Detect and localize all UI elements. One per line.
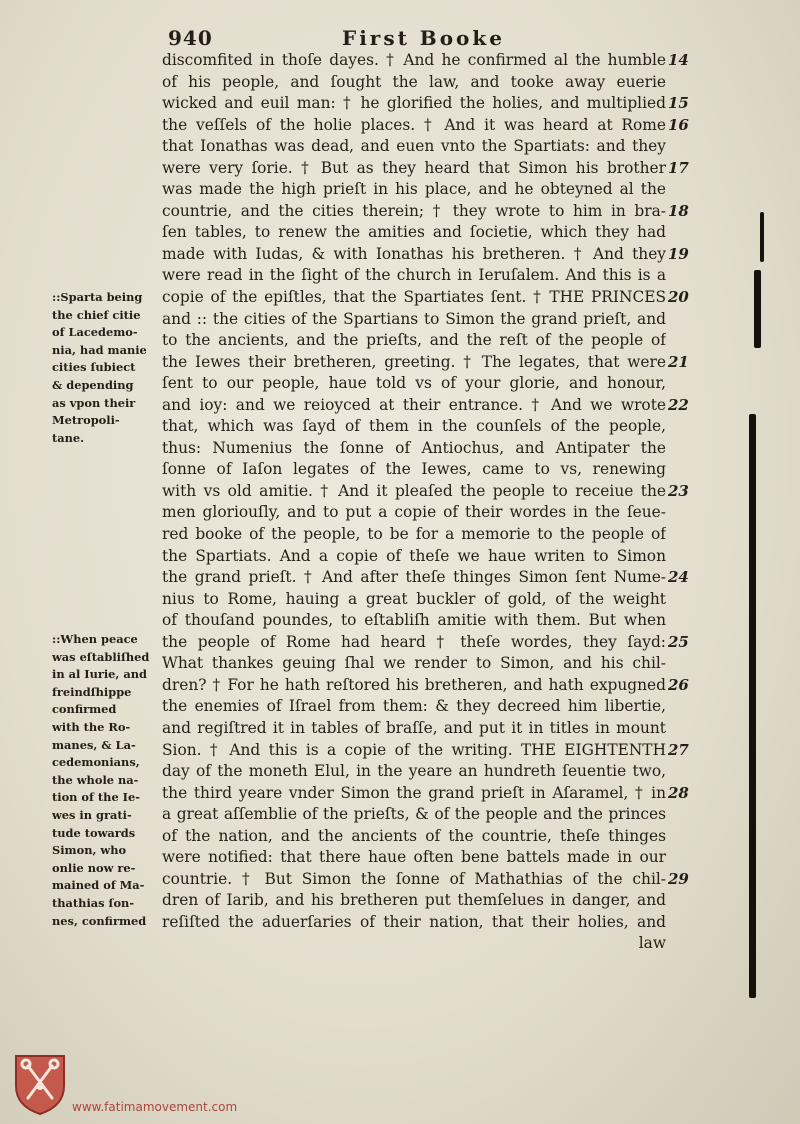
text-line: red booke of the people, to be for a memorie to the people of: [162, 525, 666, 544]
text-line: dren of Iarib, and his bretheren put themſelues in danger, and: [162, 891, 666, 910]
text-line: law: [638, 934, 666, 953]
margin-note-line: was eſtabliſhed: [52, 649, 150, 664]
text-line: and :: the cities of the Spartians to Simon the grand prieſt, and: [162, 309, 666, 328]
verse-number: 27: [668, 740, 689, 759]
text-line: and regiſtred it in tables of braſſe, and put it in titles in mount: [162, 718, 666, 737]
text-line: of the nation, and the ancients of the countrie, theſe thinges: [162, 826, 666, 845]
text-line: reſiſted the aduerſaries of their nation, that their holies, and: [162, 912, 666, 931]
text-line: the Spartiats. And a copie of theſe we haue writen to Simon: [162, 546, 666, 565]
text-line: with vs old amitie. † And it pleaſed the people to receiue the: [162, 481, 666, 500]
margin-note-sparta: [52, 289, 160, 447]
margin-note-line: freindſhippe: [52, 684, 132, 699]
margin-note-line: & depending: [52, 377, 134, 392]
margin-rule-mark: [749, 414, 756, 998]
verse-number: 17: [668, 158, 689, 177]
margin-note-line: nes, confirmed: [52, 913, 147, 928]
watermark-url: www.fatimamovement.com: [72, 1100, 238, 1114]
page-header: [0, 26, 800, 50]
margin-note-line: ::Sparta being: [52, 290, 143, 304]
text-line: that, which was ſayd of them in the counſels of the people,: [162, 417, 666, 436]
margin-rule-mark: [754, 270, 761, 348]
text-line: Sion. † And this is a copie of the writing. THE EIGHTENTH: [162, 740, 666, 759]
margin-note-line: Simon, who: [52, 843, 127, 858]
margin-note-line: cedemonians,: [52, 755, 140, 770]
text-line: countrie. † But Simon the ſonne of Mathathias of the chil-: [162, 869, 666, 888]
verse-number: 25: [668, 632, 689, 651]
margin-note-line: wes in grati-: [52, 807, 132, 822]
papal-keys-shield-icon: [12, 1052, 68, 1116]
text-line: the people of Rome had heard † theſe wordes, they ſayd:: [162, 632, 666, 651]
margin-note-line: manes, & La-: [52, 737, 136, 752]
text-line: was made the high prieſt in his place, and he obteyned al the: [162, 180, 666, 199]
text-line: and ioy: and we reioyced at their entrance. † And we wrote: [162, 395, 666, 414]
text-line: a great aſſemblie of the prieſts, & of the people and the princes: [162, 805, 666, 824]
text-line: the third yeare vnder Simon the grand prieſt in Aſaramel, † in: [162, 783, 666, 802]
text-line: ſonne of Iaſon legates of the Iewes, came to vs, renewing: [162, 460, 666, 479]
text-line: were notified: that there haue often bene battels made in our: [162, 848, 666, 867]
margin-rule-mark: [760, 212, 764, 262]
margin-note-line: in al Iurie, and: [52, 667, 147, 682]
margin-note-line: onlie now re-: [52, 860, 136, 875]
margin-note-line: cities ſubiect: [52, 360, 136, 375]
verse-number: 23: [668, 482, 689, 500]
margin-note-line: of Lacedemo-: [52, 325, 138, 340]
text-line: dren? † For he hath reſtored his bretheren, and hath expugned: [162, 675, 666, 694]
verse-number: 22: [668, 395, 689, 414]
verse-number: 29: [668, 869, 689, 888]
margin-note-line: mained of Ma-: [52, 878, 145, 893]
text-line: discomfited in thoſe dayes. † And he confirmed al the humble: [162, 51, 666, 69]
text-line: the grand prieſt. † And after theſe thinges Simon ſent Nume-: [162, 568, 666, 587]
verse-number: 21: [668, 352, 689, 371]
verse-number: 16: [668, 115, 689, 134]
margin-note-line: tude towards: [52, 825, 136, 840]
text-line: ſen tables, to renew the amities and ſocietie, which they had: [162, 223, 666, 242]
running-title: First Booke: [342, 26, 505, 50]
text-line: of his people, and ſought the law, and tooke away euerie: [162, 72, 666, 91]
margin-note-line: confirmed: [52, 702, 117, 717]
margin-note-line: tion of the Ie-: [52, 790, 140, 805]
text-line: thus: Numenius the ſonne of Antiochus, and Antipater the: [162, 438, 666, 457]
text-line: What thankes geuing ſhal we render to Simon, and his chil-: [162, 654, 666, 673]
text-line: were very ſorie. † But as they heard that Simon his brother: [162, 158, 666, 177]
verse-number: 14: [668, 51, 689, 69]
margin-note-line: Metropoli-: [52, 413, 120, 428]
text-line: day of the moneth Elul, in the yeare an hundreth ſeuentie two,: [162, 762, 666, 781]
verse-number: 26: [668, 675, 689, 694]
verse-number: 15: [668, 94, 689, 113]
margin-note-line: the chief citie: [52, 307, 141, 322]
margin-note-line: ::When peace: [52, 632, 138, 646]
margin-note-line: thathias ſon-: [52, 895, 135, 910]
verse-number: 20: [668, 288, 689, 307]
verse-number: 19: [668, 244, 689, 263]
text-line: the enemies of Iſrael from them: & they decreed him libertie,: [162, 697, 666, 716]
text-line: countrie, and the cities therein; † they wrote to him in bra-: [162, 201, 666, 220]
text-line: the veſſels of the holie places. † And it was heard at Rome: [162, 115, 666, 134]
text-line: ſent to our people, haue told vs of your glorie, and honour,: [162, 374, 666, 393]
text-line: made with Iudas, & with Ionathas his bretheren. † And they: [162, 244, 666, 263]
text-line: of thouſand poundes, to eſtabliſh amitie with them. But when: [162, 611, 666, 630]
page-number: 940: [168, 26, 213, 50]
text-line: the Iewes their bretheren, greeting. † The legates, that were: [162, 352, 666, 371]
text-line: were read in the ſight of the church in Ieruſalem. And this is a: [162, 266, 666, 285]
text-line: that Ionathas was dead, and euen vnto the Spartiats: and they: [162, 137, 666, 156]
main-text-column: [162, 50, 666, 955]
text-line: to the ancients, and the prieſts, and the reſt of the people of: [162, 331, 666, 350]
margin-note-line: with the Ro-: [52, 719, 131, 734]
margin-note-peace: [52, 631, 160, 930]
margin-note-line: tane.: [52, 430, 85, 445]
verse-number: 28: [668, 783, 689, 802]
margin-note-line: nia, had manie: [52, 342, 147, 357]
text-line: copie of the epiſtles, that the Spartiates ſent. † THE PRINCES: [162, 288, 666, 307]
text-line: nius to Rome, hauing a great buckler of gold, of the weight: [162, 589, 666, 608]
verse-number: 24: [668, 568, 689, 587]
margin-note-line: as vpon their: [52, 395, 136, 410]
text-line: men gloriouſly, and to put a copie of their wordes in the ſeue-: [162, 503, 666, 522]
text-line: wicked and euil man: † he glorified the holies, and multiplied: [162, 94, 666, 113]
margin-note-line: the whole na-: [52, 772, 139, 787]
verse-number: 18: [668, 201, 689, 220]
